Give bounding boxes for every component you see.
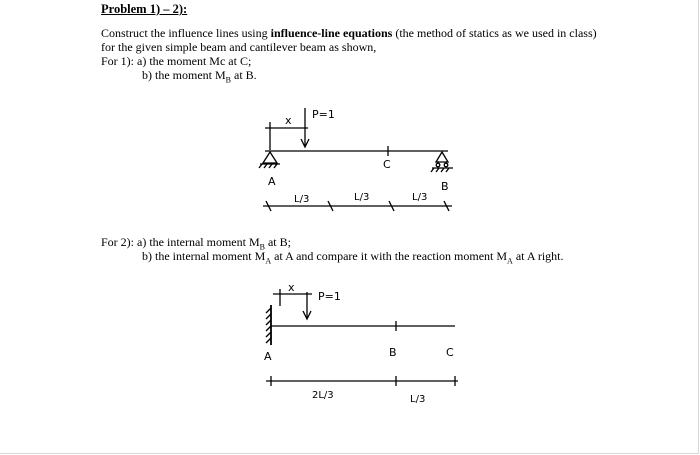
fig2-point-c: C xyxy=(446,346,454,359)
intro-text-start: Construct the influence lines using xyxy=(101,26,271,40)
fig2-point-a: A xyxy=(264,350,272,363)
for2-item-b-sub1: A xyxy=(265,256,272,266)
fig1-seg2-label: L/3 xyxy=(354,192,370,203)
fig1-seg3-label: L/3 xyxy=(412,192,428,203)
fig1-point-b: B xyxy=(441,180,449,193)
fig2-x-label: x xyxy=(288,281,295,294)
intro-text-end: (the method of statics as we used in class) for the given simple beam and cantilever beam as shown, xyxy=(101,26,597,54)
fig1-roller-support-b xyxy=(431,152,453,172)
for2-item-b-text2: at A and compare it with the reaction moment M xyxy=(271,249,508,263)
fig1-point-a: A xyxy=(268,175,276,188)
fig1-pin-support-a xyxy=(259,152,280,168)
for1-item-b-end: at B. xyxy=(231,68,257,82)
fig1-point-c: C xyxy=(383,158,391,171)
for2-item-b-text3: at A right. xyxy=(512,249,564,263)
fig1-seg1-label: L/3 xyxy=(294,194,310,205)
intro-text-bold: influence-line equations xyxy=(270,26,393,40)
for2-item-b-sub2: A xyxy=(507,256,513,266)
for1-item-a: For 1): a) the moment Mc at C; xyxy=(101,54,252,68)
fig2-point-b: B xyxy=(389,346,397,359)
figure2-cantilever-beam xyxy=(266,289,458,386)
fig1-load-label: P=1 xyxy=(312,108,335,121)
fig2-seg1-label: 2L/3 xyxy=(312,390,334,401)
for1-item-b-text: b) the moment M xyxy=(142,68,226,82)
problem-title: Problem 1) – 2): xyxy=(101,2,188,16)
for2-item-a-sub: B xyxy=(259,242,265,252)
fig2-load-label: P=1 xyxy=(318,290,341,303)
for2-item-a-text: For 2): a) the internal moment M xyxy=(101,235,260,249)
for2-item-a-end: at B; xyxy=(264,235,291,249)
for1-item-b-sub: B xyxy=(225,75,231,85)
fig1-x-label: x xyxy=(285,114,292,127)
for2-item-b-text1: b) the internal moment M xyxy=(142,249,266,263)
fig2-seg2-label: L/3 xyxy=(410,394,426,405)
